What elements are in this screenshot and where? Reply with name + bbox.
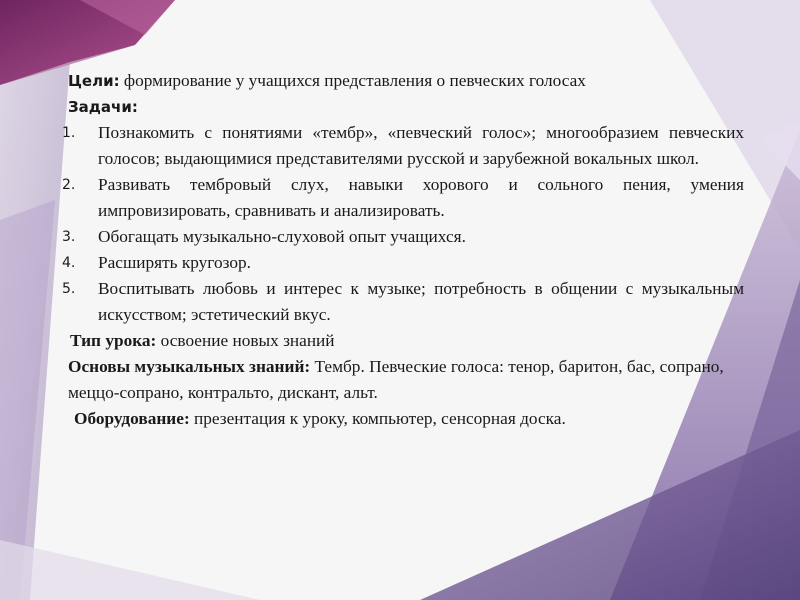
music-basics-line [68,354,744,406]
list-item-number: 3. [62,229,76,245]
tasks-list [62,120,744,328]
equipment-line [68,406,744,432]
music-basics-text: Тембр. Певческие голоса: тенор, баритон, бас, сопрано, меццо-сопрано, контральто, дискант, альт. [68,357,724,402]
list-item-text: Воспитывать любовь и интерес к музыке; потребность в общении с музыкальным искусством; эстетический вкус. [98,279,744,324]
tasks-label: Задачи: [68,98,138,116]
goal-label: Цели: [68,72,120,90]
equipment-text: презентация к уроку, компьютер, сенсорная доска. [194,409,566,428]
list-item [62,250,744,276]
list-item [62,276,744,328]
lesson-type-line [68,328,744,354]
goal-text: формирование у учащихся представления о певческих голосах [123,71,586,90]
lesson-type-label: Тип урока: [70,331,157,350]
list-item-text: Познакомить с понятиями «тембр», «певческий голос»; многообразием певческих голосов; выдающимися представителями русской и зарубежной вокальных школ. [98,123,744,168]
list-item-number: 4. [62,255,76,271]
equipment-label: Оборудование: [74,409,190,428]
goal-line [68,68,744,94]
list-item-text: Расширять кругозор. [98,253,251,272]
list-item [62,224,744,250]
list-item-text: Обогащать музыкально-слуховой опыт учащихся. [98,227,466,246]
music-basics-label: Основы музыкальных знаний: [68,357,311,376]
lesson-type-text: освоение новых знаний [160,331,335,350]
slide-content [62,68,744,432]
list-item [62,172,744,224]
list-item-text: Развивать тембровый слух, навыки хорового и сольного пения, умения импровизировать, сравнивать и анализировать. [98,175,744,220]
list-item-number: 1. [62,125,76,141]
list-item [62,120,744,172]
list-item-number: 2. [62,177,76,193]
list-item-number: 5. [62,281,76,297]
